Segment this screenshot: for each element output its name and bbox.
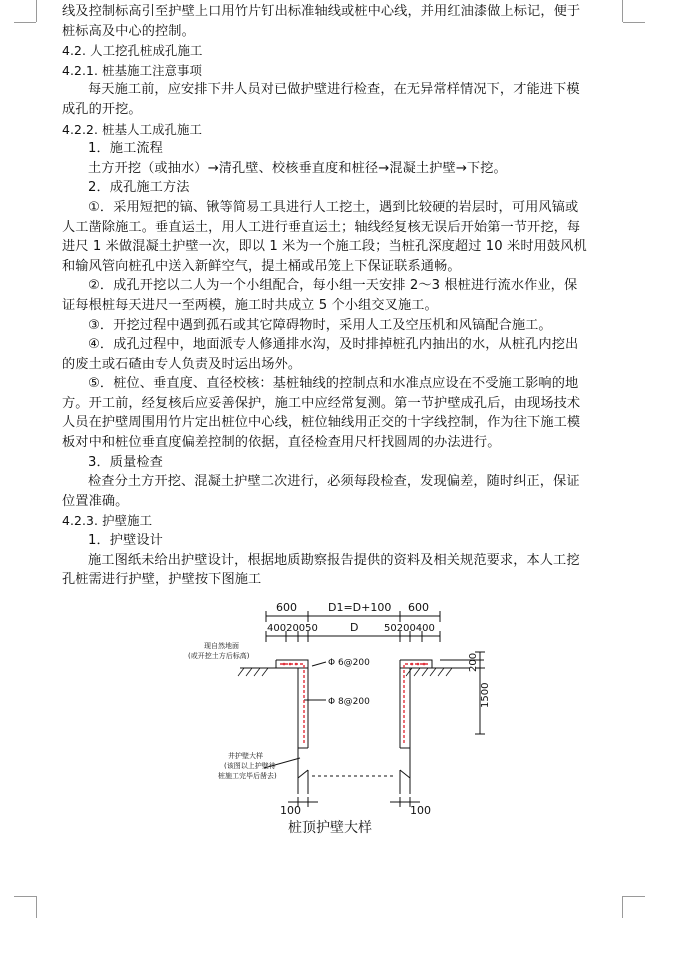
- paragraph-line: 人员在护壁周围用竹片定出桩位中心线，桩位轴线用正交的十字线控制，作为往下施工模: [62, 415, 581, 431]
- paragraph-line: 板对中和桩位垂直度偏差控制的依据，直径检查用尺杆找圆周的办法进行。: [62, 435, 501, 451]
- crop-mark: [622, 896, 623, 918]
- dim-bottom-right: 100: [410, 804, 431, 817]
- paragraph-line: 的废土或石碴由专人负责及时运出场外。: [62, 356, 302, 372]
- dim-second-left: 40020050: [267, 623, 318, 634]
- rebar-label-2: Φ 8@200: [328, 697, 370, 707]
- dim-top-mid: D1=D+100: [328, 601, 392, 614]
- subheading: 1．施工流程: [88, 141, 163, 157]
- crop-mark: [623, 896, 645, 897]
- pile-cap-wall-detail-figure: [180, 598, 510, 838]
- paragraph-line: 位置准确。: [62, 493, 129, 509]
- paragraph-line: 孔桩需进行护壁，护壁按下图施工: [62, 572, 262, 588]
- paragraph-line: 施工图纸未给出护壁设计，根据地质勘察报告提供的资料及相关规范要求，本人工挖: [88, 552, 580, 568]
- subheading: 3．质量检查: [88, 454, 163, 470]
- section-heading: 4.2. 人工挖孔桩成孔施工: [62, 43, 203, 59]
- paragraph-line: 进尺 1 米做混凝土护壁一次，即以 1 米为一个施工段；当桩孔深度超过 10 米时用鼓风机: [62, 239, 587, 255]
- section-heading: 4.2.2. 桩基人工成孔施工: [62, 121, 203, 137]
- dim-second-mid: D: [350, 621, 359, 634]
- label-ground-sub: (或开挖土方后标高): [188, 652, 250, 660]
- detail-drawing: [180, 598, 510, 838]
- dim-bottom-left: 100: [280, 804, 301, 817]
- section-heading: 4.2.1. 桩基施工注意事项: [62, 62, 203, 78]
- crop-mark: [36, 896, 37, 918]
- subheading: 2．成孔施工方法: [88, 180, 190, 196]
- paragraph-line: ②．成孔开挖以二人为一个小组配合，每小组一天安排 2～3 根桩进行流水作业，保: [88, 278, 578, 294]
- dim-top-left: 600: [276, 601, 297, 614]
- paragraph-line: 土方开挖（或抽水）→清孔壁、校核垂直度和桩径→混凝土护壁→下挖。: [88, 160, 507, 176]
- document-body: [62, 2, 620, 590]
- dim-right-top: 200: [468, 652, 479, 672]
- paragraph-line: 检查分土方开挖、混凝土护壁二次进行，必须每段检查，发现偏差，随时纠正，保证: [88, 474, 580, 490]
- crop-mark: [14, 22, 36, 23]
- section-heading: 4.2.3. 护壁施工: [62, 513, 153, 529]
- paragraph-line: ⑤．桩位、垂直度、直径校核：基桩轴线的控制点和水准点应设在不受施工影响的地: [88, 376, 579, 392]
- paragraph-line: ③．开挖过程中遇到孤石或其它障碍物时，采用人工及空压机和风镐配合施工。: [88, 317, 552, 333]
- paragraph-line: 每天施工前，应安排下井人员对已做护壁进行检查，在无异常样情况下，才能进下模: [88, 82, 580, 98]
- paragraph-line: 人工凿除施工。垂直运土，用人工进行垂直运土；轴线经复核无误后开始第一节开挖，每: [62, 219, 581, 235]
- label-wall-sub1: (该图以上护壁待: [224, 762, 276, 770]
- paragraph-line: ④．成孔过程中，地面派专人修通排水沟，及时排掉桩孔内抽出的水，从桩孔内挖出: [88, 337, 579, 353]
- crop-mark: [36, 0, 37, 22]
- crop-mark: [623, 22, 645, 23]
- paragraph-line: 线及控制标高引至护壁上口用竹片钉出标准轴线或桩中心线，并用红油漆做上标记，便于: [62, 4, 581, 19]
- paragraph-line: 成孔的开挖。: [62, 101, 142, 117]
- crop-mark: [14, 896, 36, 897]
- paragraph-line: 证每根桩每天进尺一至两模，施工时共成立 5 个小组交叉施工。: [62, 297, 438, 313]
- paragraph-line: ①．采用短把的镐、锹等简易工具进行人工挖土，遇到比较硬的岩层时，可用风镐或: [88, 199, 579, 215]
- label-wall: 井护壁大样: [228, 752, 263, 760]
- rebar-label-1: Φ 6@200: [328, 658, 370, 668]
- label-wall-sub2: 桩施工完毕后凿去): [218, 772, 277, 780]
- paragraph-line: 和输风管向桩孔中送入新鲜空气，提土桶或吊笼上下保证联系通畅。: [62, 258, 461, 274]
- paragraph-line: 桩标高及中心的控制。: [62, 23, 195, 39]
- label-ground: 现自然地面: [204, 642, 239, 650]
- subheading: 1．护壁设计: [88, 533, 163, 549]
- dim-second-right: 50200400: [384, 623, 435, 634]
- dim-right-main: 1500: [480, 682, 491, 708]
- dim-top-right: 600: [408, 601, 429, 614]
- figure-caption: 桩顶护壁大样: [288, 820, 372, 836]
- crop-mark: [622, 0, 623, 22]
- paragraph-line: 方。开工前，经复核后应妥善保护，施工中应经常复测。第一节护壁成孔后，由现场技术: [62, 395, 581, 411]
